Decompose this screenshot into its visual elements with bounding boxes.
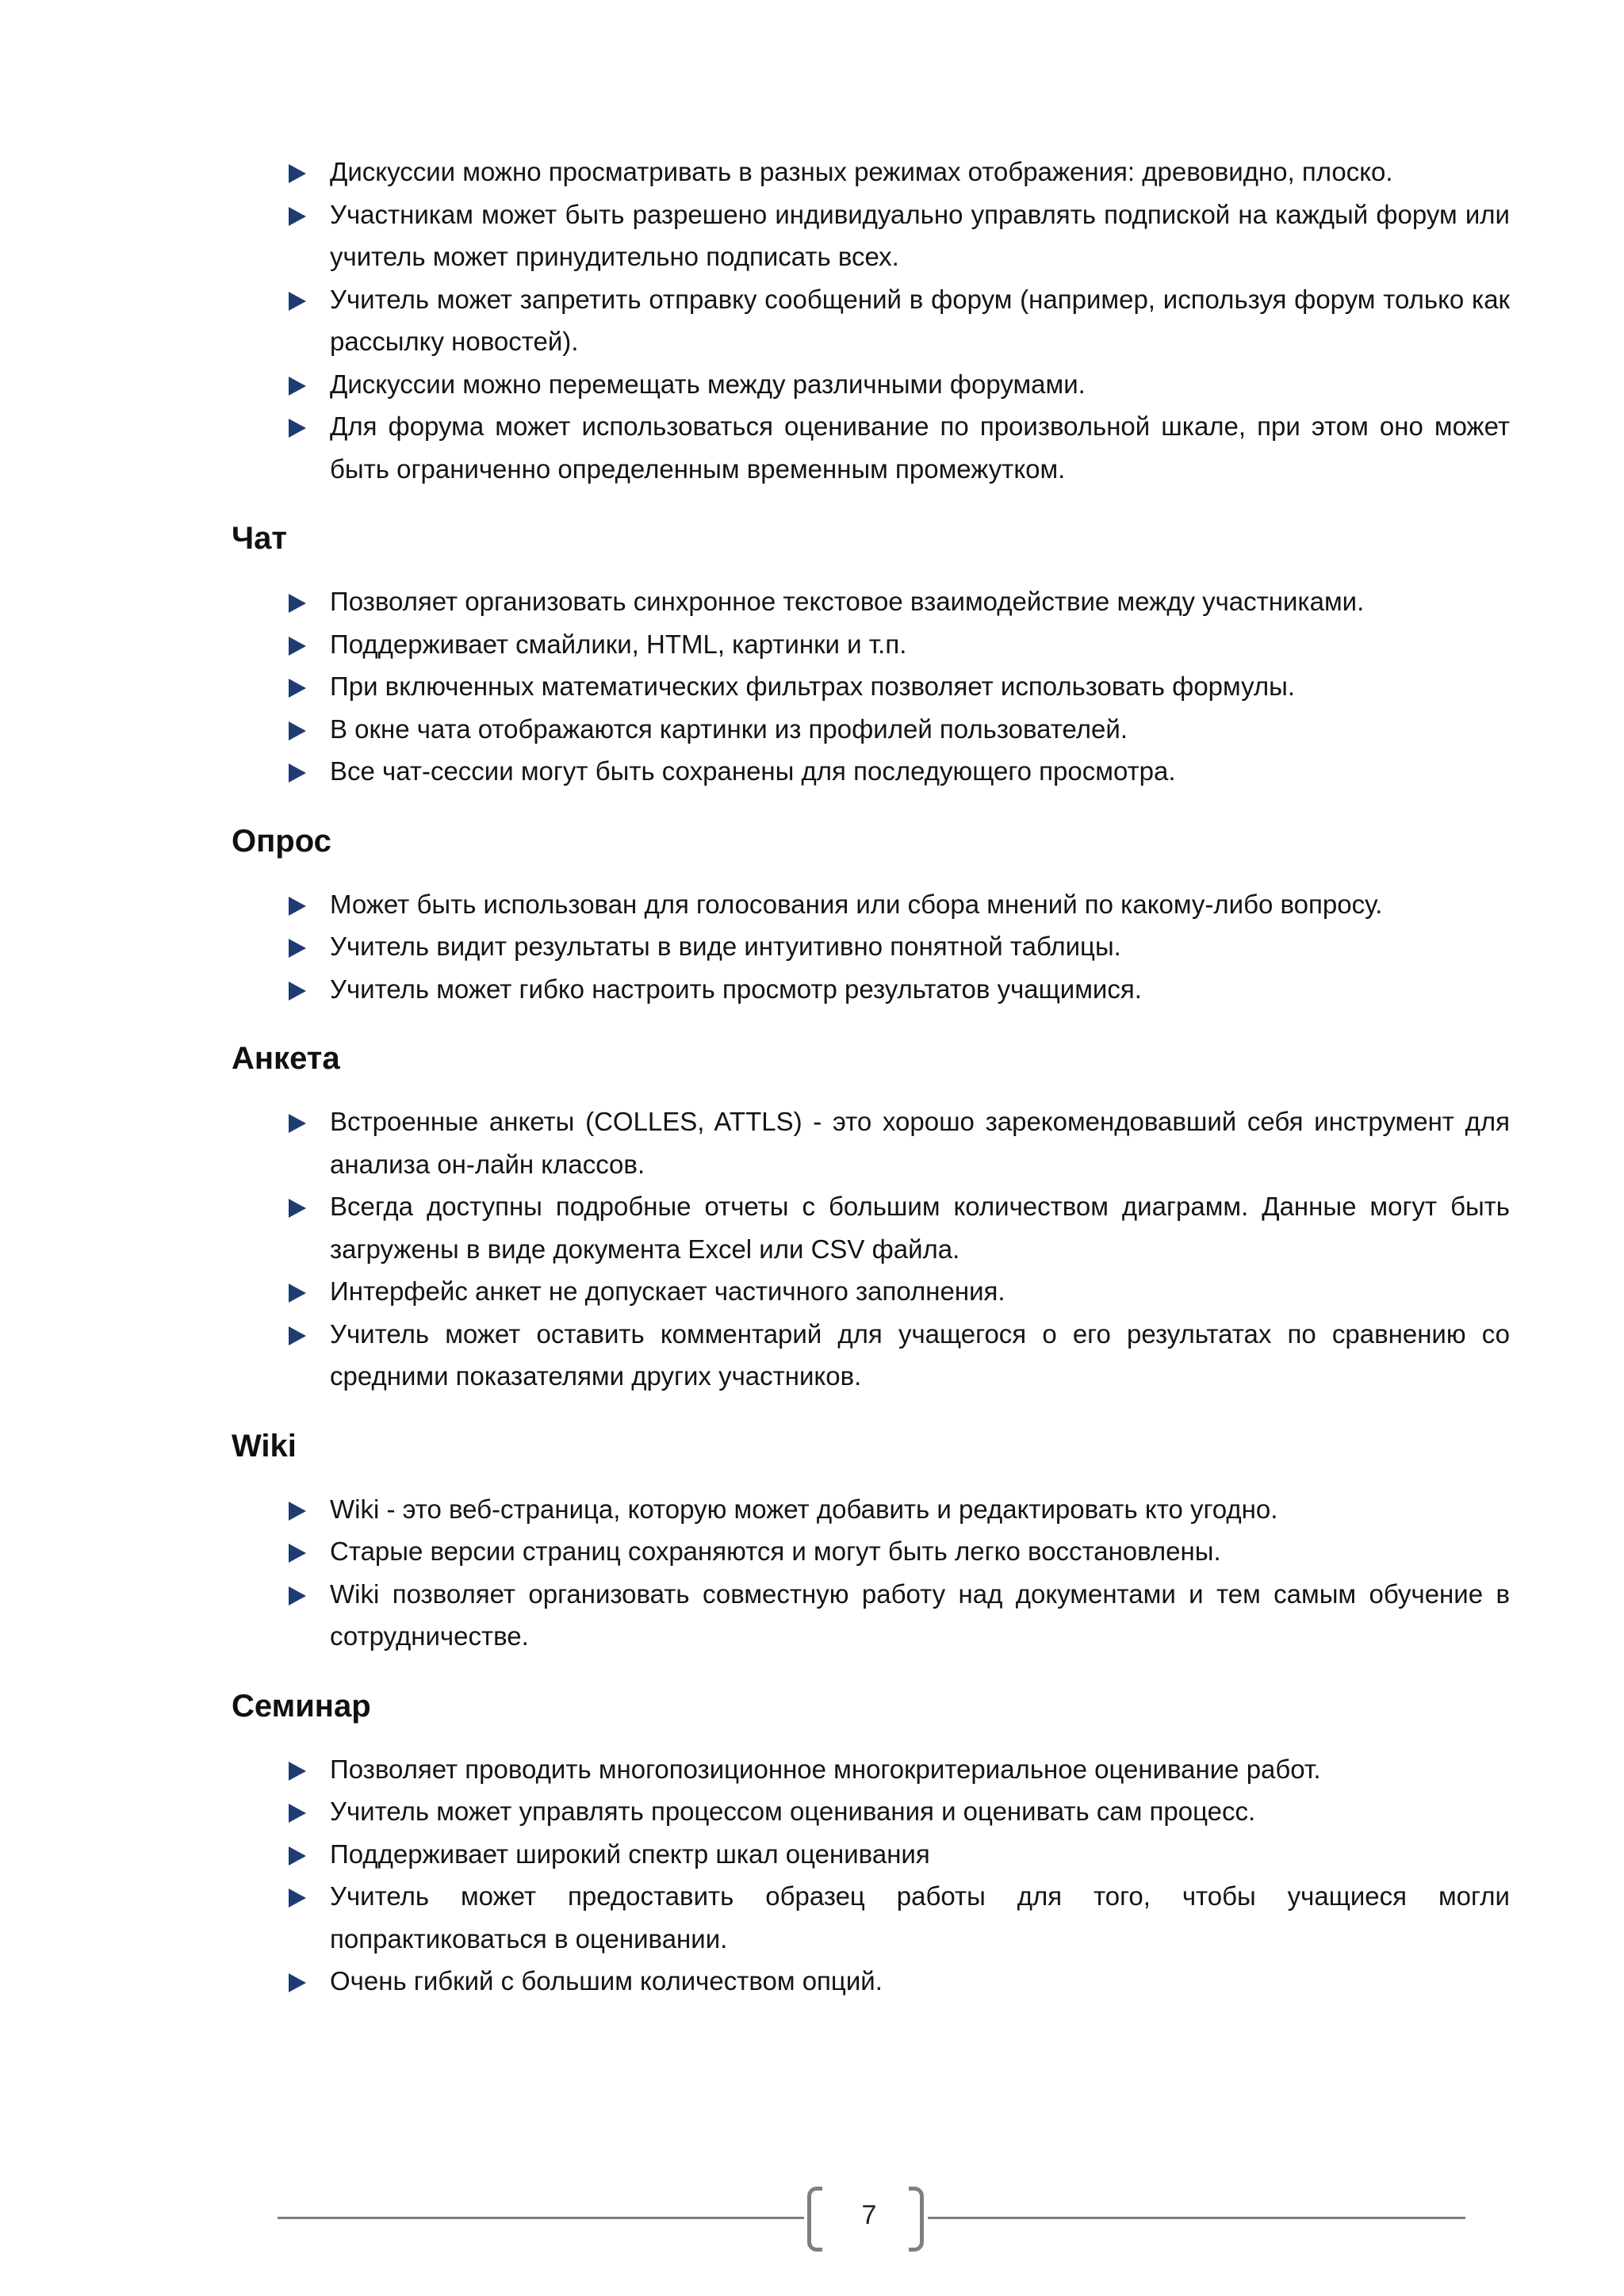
list-item — [232, 151, 1510, 193]
list-item — [232, 1790, 1510, 1833]
list-item — [232, 193, 1510, 278]
triangle-bullet-icon — [289, 1199, 306, 1218]
list-item — [232, 883, 1510, 926]
triangle-bullet-icon — [289, 679, 306, 698]
section-heading: Опрос — [232, 823, 331, 859]
section-heading: Анкета — [232, 1041, 340, 1076]
triangle-bullet-icon — [289, 1973, 306, 1992]
bullet-text: Очень гибкий с большим количеством опций. — [330, 1966, 883, 1996]
triangle-bullet-icon — [289, 164, 306, 183]
section-workshop — [232, 1685, 1510, 2003]
triangle-bullet-icon — [289, 1804, 306, 1823]
bullet-text: Учитель может гибко настроить просмотр результатов учащимися. — [330, 974, 1142, 1004]
triangle-bullet-icon — [289, 207, 306, 226]
list-item — [232, 1573, 1510, 1658]
poll-bullet-list — [232, 883, 1510, 1011]
triangle-bullet-icon — [289, 721, 306, 740]
right-bracket-icon — [909, 2187, 924, 2252]
bullet-text: Дискуссии можно просматривать в разных режимах отображения: древовидно, плоско. — [330, 157, 1393, 186]
section-heading: Чат — [232, 521, 287, 556]
triangle-bullet-icon — [289, 897, 306, 916]
section-chat — [232, 517, 1510, 793]
section-survey — [232, 1037, 1510, 1398]
footer-divider-left — [278, 2217, 804, 2219]
bullet-text: Учитель видит результаты в виде интуитивно понятной таблицы. — [330, 932, 1121, 961]
bullet-text: Учитель может оставить комментарий для учащегося о его результатах по сравнению со средними показателями других участников. — [330, 1318, 1510, 1391]
bullet-text: Учитель может запретить отправку сообщений в форум (например, используя форум только как рассылку новостей). — [330, 284, 1510, 356]
triangle-bullet-icon — [289, 1586, 306, 1605]
triangle-bullet-icon — [289, 939, 306, 958]
triangle-bullet-icon — [289, 1502, 306, 1521]
list-item — [232, 580, 1510, 623]
list-item — [232, 363, 1510, 406]
bullet-text: Старые версии страниц сохраняются и могут быть легко восстановлены. — [330, 1536, 1221, 1566]
triangle-bullet-icon — [289, 594, 306, 613]
bullet-text: Wiki позволяет организовать совместную работу над документами и тем самым обучение в сотрудничестве. — [330, 1578, 1510, 1651]
list-item — [232, 1185, 1510, 1270]
triangle-bullet-icon — [289, 763, 306, 783]
list-item — [232, 750, 1510, 793]
workshop-bullet-list — [232, 1748, 1510, 2003]
list-item — [232, 925, 1510, 968]
bullet-text: Поддерживает смайлики, HTML, картинки и т.п. — [330, 629, 907, 659]
list-item — [232, 405, 1510, 490]
triangle-bullet-icon — [289, 1762, 306, 1781]
list-item — [232, 1488, 1510, 1531]
bullet-text: Позволяет проводить многопозиционное многокритериальное оценивание работ. — [330, 1754, 1321, 1784]
bullet-text: Дискуссии можно перемещать между различными форумами. — [330, 369, 1086, 399]
triangle-bullet-icon — [289, 637, 306, 656]
bullet-text: Учитель может управлять процессом оценивания и оценивать сам процесс. — [330, 1797, 1256, 1826]
bullet-text: Wiki - это веб-страница, которую может добавить и редактировать кто угодно. — [330, 1494, 1278, 1524]
wiki-bullet-list — [232, 1488, 1510, 1658]
bullet-text: Позволяет организовать синхронное текстовое взаимодействие между участниками. — [330, 587, 1365, 616]
list-item — [232, 968, 1510, 1011]
page-number: 7 — [861, 2200, 877, 2230]
page-content — [232, 151, 1510, 2003]
chat-bullet-list — [232, 580, 1510, 793]
bullet-text: Участникам может быть разрешено индивидуально управлять подпиской на каждый форум или учитель может принудительно подписать всех. — [330, 199, 1510, 271]
triangle-bullet-icon — [289, 1114, 306, 1133]
bullet-text: Всегда доступны подробные отчеты с большим количеством диаграмм. Данные могут быть загружены в виде документа Excel или CSV файла. — [330, 1192, 1510, 1264]
bullet-text: Может быть использован для голосования или сбора мнений по какому-либо вопросу. — [330, 889, 1383, 919]
list-item — [232, 278, 1510, 363]
list-item — [232, 1100, 1510, 1185]
triangle-bullet-icon — [289, 982, 306, 1001]
section-heading: Семинар — [232, 1688, 371, 1724]
bullet-text: Учитель может предоставить образец работы для того, чтобы учащиеся могли попрактиковаться в оценивании. — [330, 1881, 1510, 1954]
bullet-text: Встроенные анкеты (COLLES, ATTLS) - это хорошо зарекомендовавший себя инструмент для анализа он-лайн классов. — [330, 1107, 1510, 1179]
triangle-bullet-icon — [289, 1544, 306, 1563]
triangle-bullet-icon — [289, 292, 306, 311]
triangle-bullet-icon — [289, 1888, 306, 1908]
survey-bullet-list — [232, 1100, 1510, 1398]
triangle-bullet-icon — [289, 1846, 306, 1866]
list-item — [232, 1833, 1510, 1876]
triangle-bullet-icon — [289, 1284, 306, 1303]
list-item — [232, 665, 1510, 708]
list-item — [232, 708, 1510, 751]
list-item — [232, 1530, 1510, 1573]
section-poll — [232, 820, 1510, 1011]
list-item — [232, 1960, 1510, 2003]
list-item — [232, 1748, 1510, 1791]
left-bracket-icon — [807, 2187, 822, 2252]
bullet-text: В окне чата отображаются картинки из профилей пользователей. — [330, 714, 1128, 744]
section-heading: Wiki — [232, 1428, 297, 1464]
page-footer — [278, 2187, 1465, 2250]
list-item — [232, 1313, 1510, 1398]
bullet-text: Поддерживает широкий спектр шкал оценивания — [330, 1839, 930, 1869]
bullet-text: Для форума может использоваться оценивание по произвольной шкале, при этом оно может быть ограниченно определенным временным промежутком. — [330, 411, 1510, 484]
list-item — [232, 623, 1510, 666]
section-wiki — [232, 1425, 1510, 1658]
bullet-text: Все чат-сессии могут быть сохранены для последующего просмотра. — [330, 756, 1176, 786]
triangle-bullet-icon — [289, 419, 306, 438]
forum-bullet-list — [232, 151, 1510, 490]
footer-divider-right — [928, 2217, 1465, 2219]
bullet-text: Интерфейс анкет не допускает частичного заполнения. — [330, 1276, 1005, 1306]
triangle-bullet-icon — [289, 377, 306, 396]
bullet-text: При включенных математических фильтрах позволяет использовать формулы. — [330, 672, 1296, 701]
list-item — [232, 1270, 1510, 1313]
list-item — [232, 1875, 1510, 1960]
triangle-bullet-icon — [289, 1326, 306, 1345]
